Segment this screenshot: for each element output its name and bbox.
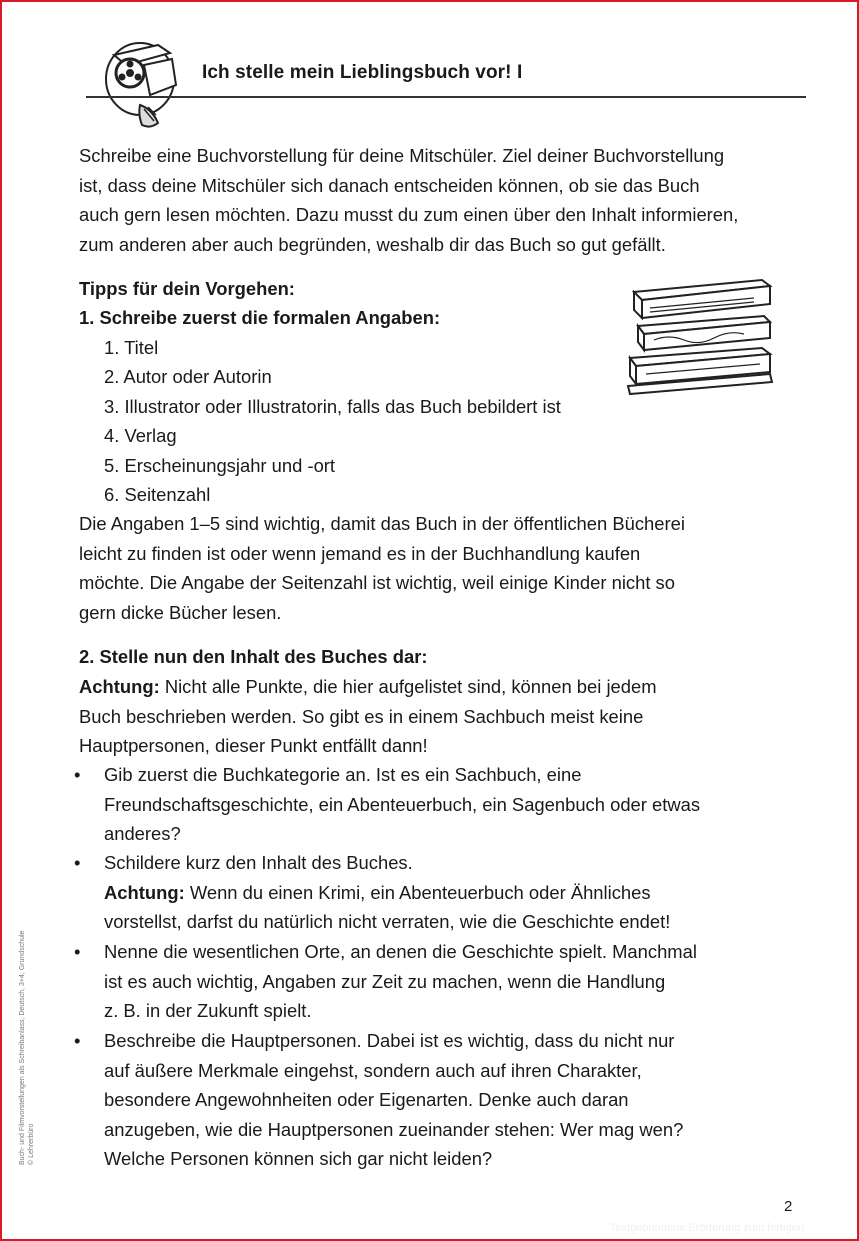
bullet-line: Welche Personen können sich gar nicht leiden?	[104, 1148, 493, 1169]
attention-label: Achtung:	[104, 881, 185, 903]
explanation-line: möchte. Die Angabe der Seitenzahl ist wichtig, weil einige Kinder nicht so	[79, 572, 675, 593]
attention-text: vorstellst, darfst du natürlich nicht verraten, wie die Geschichte endet!	[104, 911, 671, 932]
bullet-marker: •	[74, 852, 81, 873]
tips-heading: Tipps für dein Vorgehen:	[79, 278, 295, 299]
explanation-line: gern dicke Bücher lesen.	[79, 601, 282, 623]
intro-paragraph	[79, 141, 799, 259]
header-rule	[86, 96, 806, 98]
bullet-line: auf äußere Merkmale eingehst, sondern auch auf ihren Charakter,	[104, 1059, 642, 1081]
formal-explanation	[79, 509, 799, 627]
bullet-line: Freundschaftsgeschichte, ein Abenteuerbuch, ein Sagenbuch oder etwas	[104, 793, 701, 815]
explanation-line: Die Angaben 1–5 sind wichtig, damit das Buch in der öffentlichen Bücherei	[79, 513, 685, 534]
film-reel-book-icon	[100, 35, 186, 131]
bullet-line: Gib zuerst die Buchkategorie an. Ist es ein Sachbuch, eine	[104, 764, 582, 785]
attention-text: Wenn du einen Krimi, ein Abenteuerbuch oder Ähnliches	[184, 881, 651, 903]
bullet-places	[104, 937, 697, 1026]
intro-line: ist, dass deine Mitschüler sich danach entscheiden können, ob sie das Buch	[79, 174, 700, 196]
formal-item-year-place: 5. Erscheinungsjahr und -ort	[104, 455, 336, 476]
attention-text: Hauptpersonen, dieser Punkt entfällt dann!	[79, 735, 428, 756]
explanation-line: leicht zu finden ist oder wenn jemand es in der Buchhandlung kaufen	[79, 542, 641, 564]
formal-item-pages: 6. Seitenzahl	[104, 484, 211, 505]
bullet-marker: •	[74, 1030, 81, 1051]
bullet-marker: •	[74, 941, 81, 962]
bullet-line: Schildere kurz den Inhalt des Buches.	[104, 852, 413, 873]
step2-heading: 2. Stelle nun den Inhalt des Buches dar:	[79, 646, 428, 667]
formal-item-title: 1. Titel	[104, 337, 159, 358]
attention-label: Achtung:	[79, 676, 160, 697]
bullet-line: anderes?	[104, 823, 181, 844]
formal-item-author: 2. Autor oder Autorin	[104, 366, 272, 387]
bullet-line: besondere Angewohnheiten oder Eigenarten. Denke auch daran	[104, 1089, 629, 1110]
formal-item-illustrator: 3. Illustrator oder Illustratorin, falls das Buch bebildert ist	[104, 396, 561, 417]
bullet-characters	[104, 1026, 683, 1174]
bullet-content	[104, 848, 670, 937]
intro-line: zum anderen aber auch begründen, weshalb dir das Buch so gut gefällt.	[79, 233, 666, 255]
formal-item-publisher: 4. Verlag	[104, 425, 177, 446]
page-title: Ich stelle mein Lieblingsbuch vor! I	[202, 62, 523, 83]
bullet-line: z. B. in der Zukunft spielt.	[104, 1000, 312, 1021]
bullet-line: Nenne die wesentlichen Orte, an denen die Geschichte spielt. Manchmal	[104, 941, 697, 962]
bullet-category	[104, 760, 700, 849]
page-number: 2	[784, 1198, 793, 1215]
copyright-side-note	[18, 931, 36, 1165]
bullet-line: ist es auch wichtig, Angaben zur Zeit zu machen, wenn die Handlung	[104, 970, 666, 992]
step2-attention-note	[79, 672, 799, 761]
book-stack-icon	[624, 274, 774, 396]
intro-line: auch gern lesen möchten. Dazu musst du zum einen über den Inhalt informieren,	[79, 204, 739, 225]
attention-text: Buch beschrieben werden. So gibt es in einem Sachbuch meist keine	[79, 705, 644, 727]
attention-text: Nicht alle Punkte, die hier aufgelistet sind, können bei jedem	[159, 676, 657, 697]
side-note-line: Buch- und Filmvorstellungen als Schreibanlass, Deutsch, 3+4, Grundschule	[19, 930, 26, 1165]
bullet-line: Beschreibe die Hauptpersonen. Dabei ist es wichtig, dass du nicht nur	[104, 1030, 675, 1051]
side-note-line: © Lehrerbüro	[28, 1123, 35, 1165]
bullet-line: anzugeben, wie die Hauptpersonen zueinander stehen: Wer mag wen?	[104, 1118, 684, 1140]
step1-heading: 1. Schreibe zuerst die formalen Angaben:	[79, 307, 441, 328]
intro-line: Schreibe eine Buchvorstellung für deine Mitschüler. Ziel deiner Buchvorstellung	[79, 145, 725, 166]
watermark: Textgebundene Erörterung zum fertigen	[610, 1222, 804, 1234]
bullet-marker: •	[74, 764, 81, 785]
